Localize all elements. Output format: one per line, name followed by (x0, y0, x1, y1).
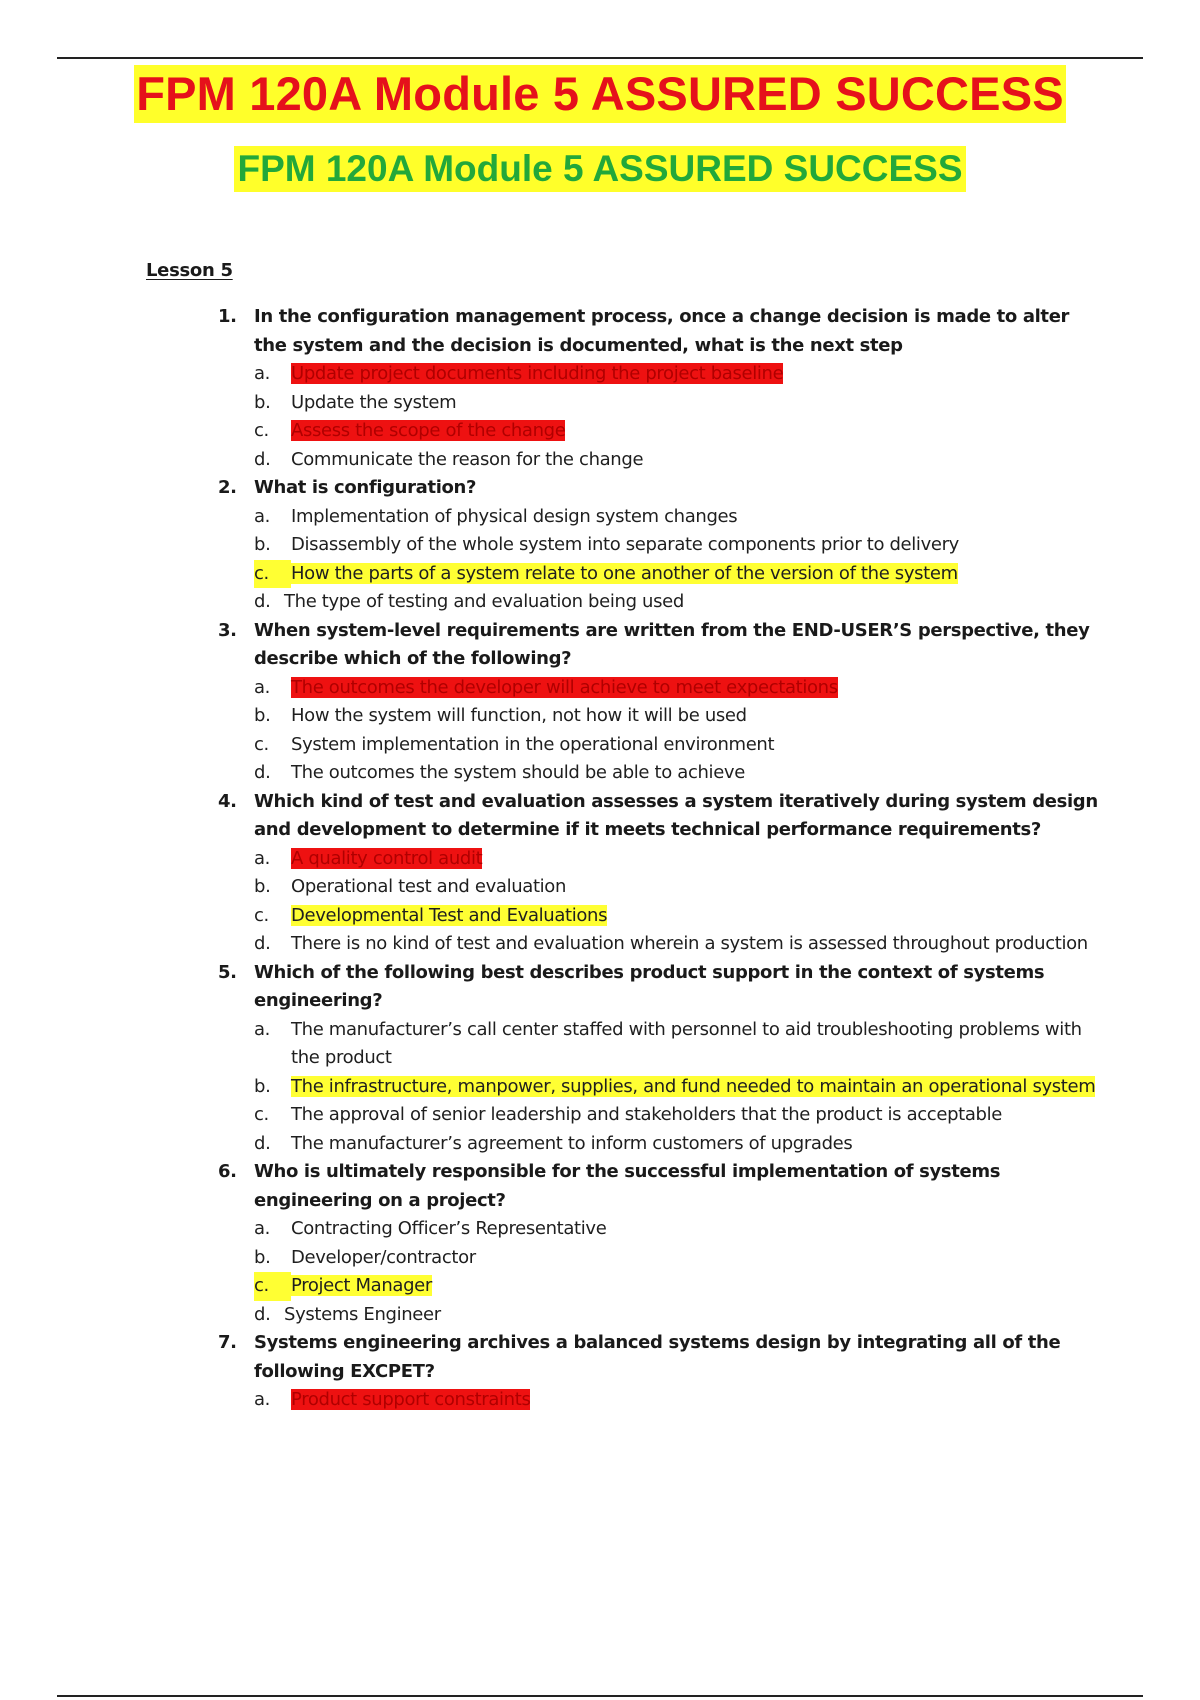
option-text: The type of testing and evaluation being used (284, 591, 684, 612)
answer-option (254, 759, 1098, 788)
lesson-heading: Lesson 5 (146, 260, 233, 281)
option-text: Product support constraints (291, 1389, 531, 1410)
option-letter: a. (254, 505, 271, 527)
option-text-cell (291, 417, 1098, 446)
answer-option (254, 560, 1098, 589)
answer-option (254, 503, 1098, 532)
question-list (218, 303, 1098, 1415)
question-item (218, 617, 1098, 788)
option-list (218, 1016, 1098, 1159)
question-item (218, 788, 1098, 959)
option-text: How the system will function, not how it will be used (291, 705, 747, 726)
option-letter-cell (254, 902, 291, 931)
answer-option (254, 1244, 1098, 1273)
option-letter: a. (254, 676, 271, 698)
option-text-cell (291, 930, 1098, 959)
option-text-cell (291, 1215, 1098, 1244)
answer-option (254, 902, 1098, 931)
option-text-cell (291, 1244, 1098, 1273)
option-letter-cell (254, 503, 291, 532)
option-letter-cell (254, 1301, 284, 1330)
top-divider (57, 57, 1143, 59)
answer-option (254, 1016, 1098, 1073)
answer-option (254, 873, 1098, 902)
answer-option (254, 1101, 1098, 1130)
option-letter: c. (254, 904, 269, 926)
answer-option (254, 674, 1098, 703)
option-letter: a. (254, 1389, 271, 1410)
answer-option (254, 417, 1098, 446)
option-letter: c. (254, 562, 269, 584)
question-item (218, 1329, 1098, 1415)
option-letter: b. (254, 1075, 271, 1097)
question-item (218, 474, 1098, 617)
question-item (218, 1158, 1098, 1329)
option-letter: d. (254, 762, 271, 783)
option-text-cell (291, 1073, 1098, 1102)
option-text: How the parts of a system relate to one another of the version of the system (291, 562, 958, 584)
question-text: Which kind of test and evaluation assesses a system iteratively during system design and development to determine if it meets technical performance requirements? (254, 790, 1098, 840)
answer-option (254, 1386, 1098, 1415)
option-text-cell (291, 503, 1098, 532)
option-text-cell (291, 360, 1098, 389)
option-text-cell (291, 1130, 1098, 1159)
answer-option (254, 1130, 1098, 1159)
option-text: The infrastructure, manpower, supplies, and fund needed to maintain an operational system (291, 1075, 1096, 1097)
question-stem (218, 617, 1098, 674)
option-letter: b. (254, 391, 271, 413)
question-number: 2. (218, 477, 237, 498)
question-stem (218, 1329, 1098, 1386)
option-list (218, 1215, 1098, 1329)
question-text: In the configuration management process, once a change decision is made to alter the system and the decision is documented, what is the next step (254, 306, 1070, 356)
option-letter: a. (254, 363, 271, 384)
document-subtitle-text: FPM 120A Module 5 ASSURED SUCCESS (234, 146, 965, 192)
option-letter-cell (254, 1386, 291, 1415)
option-letter: b. (254, 876, 271, 897)
question-stem (218, 474, 1098, 503)
option-text-cell (291, 759, 1098, 788)
option-text: Disassembly of the whole system into separate components prior to delivery (291, 534, 959, 555)
question-text: Systems engineering archives a balanced systems design by integrating all of the following EXCPET? (254, 1332, 1061, 1382)
option-text: The outcomes the system should be able to achieve (291, 762, 745, 783)
answer-option (254, 1215, 1098, 1244)
option-letter-cell (254, 560, 291, 589)
question-text: When system-level requirements are written from the END-USER’S perspective, they describe which of the following? (254, 619, 1090, 669)
option-letter-cell (254, 845, 291, 874)
option-letter-cell (254, 417, 291, 446)
option-letter: c. (254, 733, 269, 755)
question-number: 4. (218, 790, 237, 812)
option-text: Implementation of physical design system changes (291, 505, 738, 527)
option-letter-cell (254, 531, 291, 560)
question-stem (218, 303, 1098, 360)
option-letter: d. (254, 1132, 271, 1154)
question-text: What is configuration? (254, 477, 477, 498)
option-letter: c. (254, 420, 269, 441)
option-text-cell (291, 845, 1098, 874)
answer-option (254, 389, 1098, 418)
option-text: The manufacturer’s agreement to inform customers of upgrades (291, 1132, 853, 1154)
option-letter-cell (254, 873, 291, 902)
option-letter-cell (254, 759, 291, 788)
option-list (218, 360, 1098, 474)
option-text-cell (291, 1386, 1098, 1415)
option-text: Project Manager (291, 1275, 432, 1296)
answer-option (254, 1272, 1098, 1301)
answer-option (254, 531, 1098, 560)
answer-option (254, 1301, 1098, 1330)
answer-option (254, 360, 1098, 389)
option-text-cell (291, 560, 1098, 589)
option-letter-cell (254, 1130, 291, 1159)
option-text: Update project documents including the project baseline (291, 363, 784, 384)
option-letter: a. (254, 1018, 271, 1040)
question-text: Who is ultimately responsible for the successful implementation of systems engineering on a project? (254, 1161, 1001, 1211)
option-text-cell (284, 588, 1098, 617)
option-text-cell (291, 531, 1098, 560)
answer-option (254, 731, 1098, 760)
document-subtitle (0, 150, 1200, 187)
option-letter: d. (254, 591, 271, 612)
option-letter-cell (254, 1272, 291, 1301)
option-letter-cell (254, 1215, 291, 1244)
option-text-cell (291, 702, 1098, 731)
option-letter-cell (254, 1016, 291, 1073)
option-letter-cell (254, 731, 291, 760)
option-letter-cell (254, 360, 291, 389)
answer-option (254, 588, 1098, 617)
question-stem (218, 1158, 1098, 1215)
question-number: 3. (218, 619, 237, 641)
option-letter: d. (254, 1303, 271, 1325)
option-text: Contracting Officer’s Representative (291, 1218, 607, 1239)
option-letter-cell (254, 1073, 291, 1102)
option-letter: b. (254, 534, 271, 555)
option-text-cell (291, 446, 1098, 475)
option-text: Developmental Test and Evaluations (291, 904, 608, 926)
option-text: A quality control audit (291, 847, 483, 869)
answer-option (254, 930, 1098, 959)
option-list (218, 1386, 1098, 1415)
option-text: Developer/contractor (291, 1246, 476, 1268)
option-letter: a. (254, 1218, 271, 1239)
option-text: There is no kind of test and evaluation wherein a system is assessed throughout production (291, 933, 1088, 954)
option-text-cell (291, 389, 1098, 418)
answer-option (254, 446, 1098, 475)
question-number: 7. (218, 1332, 237, 1353)
option-letter-cell (254, 702, 291, 731)
option-text-cell (291, 674, 1098, 703)
option-letter-cell (254, 446, 291, 475)
option-letter: c. (254, 1104, 269, 1125)
option-letter-cell (254, 389, 291, 418)
option-letter-cell (254, 674, 291, 703)
option-list (218, 845, 1098, 959)
question-item (218, 959, 1098, 1159)
option-letter: d. (254, 933, 271, 954)
option-text-cell (291, 873, 1098, 902)
option-letter: b. (254, 1246, 271, 1268)
option-letter-cell (254, 1101, 291, 1130)
option-text-cell (284, 1301, 1098, 1330)
answer-option (254, 845, 1098, 874)
option-letter: c. (254, 1275, 269, 1296)
option-letter: a. (254, 847, 271, 869)
option-list (218, 674, 1098, 788)
question-stem (218, 959, 1098, 1016)
option-letter: b. (254, 705, 271, 726)
question-item (218, 303, 1098, 474)
document-title (0, 67, 1200, 120)
option-text: The manufacturer’s call center staffed with personnel to aid troubleshooting problems with the product (291, 1018, 1082, 1068)
question-text: Which of the following best describes product support in the context of systems engineering? (254, 961, 1045, 1011)
document-title-text: FPM 120A Module 5 ASSURED SUCCESS (134, 65, 1066, 123)
question-number: 6. (218, 1161, 237, 1182)
option-letter-cell (254, 1244, 291, 1273)
option-text: Communicate the reason for the change (291, 448, 644, 470)
option-text: Systems Engineer (284, 1303, 441, 1325)
option-text-cell (291, 731, 1098, 760)
question-number: 5. (218, 961, 237, 983)
option-list (218, 503, 1098, 617)
option-letter-cell (254, 930, 291, 959)
answer-option (254, 702, 1098, 731)
option-text: Operational test and evaluation (291, 876, 567, 897)
option-text: The outcomes the developer will achieve to meet expectations (291, 676, 838, 698)
option-text: Update the system (291, 391, 457, 413)
option-text-cell (291, 1016, 1098, 1073)
option-text: The approval of senior leadership and stakeholders that the product is acceptable (291, 1104, 1002, 1125)
option-letter-cell (254, 588, 284, 617)
option-text: System implementation in the operational environment (291, 733, 775, 755)
answer-option (254, 1073, 1098, 1102)
bottom-divider (57, 1695, 1143, 1697)
option-letter: d. (254, 448, 271, 470)
option-text-cell (291, 1101, 1098, 1130)
option-text-cell (291, 902, 1098, 931)
option-text-cell (291, 1272, 1098, 1301)
question-stem (218, 788, 1098, 845)
option-text: Assess the scope of the change (291, 420, 566, 441)
question-number: 1. (218, 306, 237, 327)
